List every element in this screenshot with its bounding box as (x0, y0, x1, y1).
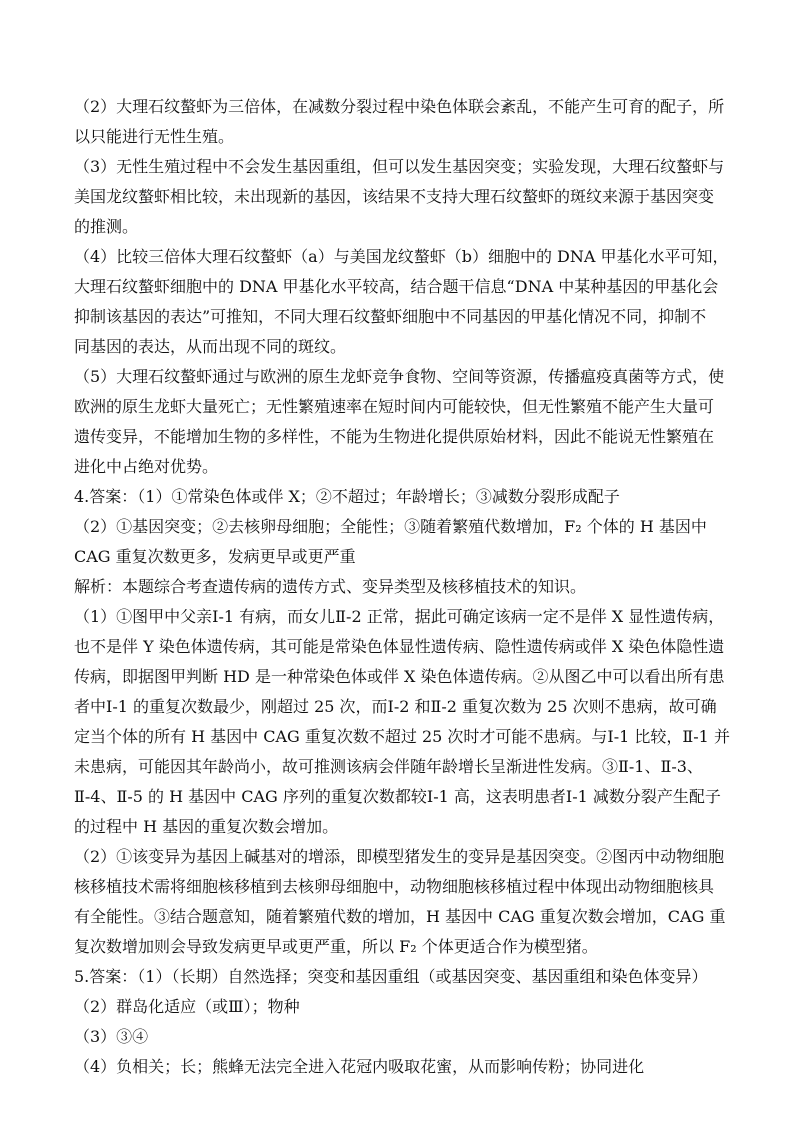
text-line: 进化中占绝对优势。 (74, 457, 219, 476)
text-line: 核移植技术需将细胞核移植到去核卵母细胞中，动物细胞核移植过程中体现出动物细胞核具 (74, 877, 715, 896)
answer-4-heading: 4.答案：（1）①常染色体或伴 X；②不超过；年龄增长；③减数分裂形成配子 (74, 487, 620, 506)
text-line: （2）①基因突变；②去核卵母细胞；全能性；③随着繁殖代数增加，F₂ 个体的 H 基因中 (74, 517, 707, 536)
text-line: （2）①该变异为基因上碱基对的增添，即模型猪发生的变异是基因突变。②图丙中动物细胞 (74, 847, 725, 866)
text-line: 者中Ⅰ-1 的重复次数最少，刚超过 25 次，而Ⅰ-2 和Ⅱ-2 重复次数为 25 次则不患病，故可确 (74, 697, 717, 716)
text-line: 遗传变异，不能增加生物的多样性，不能为生物进化提供原始材料，因此不能说无性繁殖在 (74, 427, 715, 446)
text-line: （1）①图甲中父亲Ⅰ-1 有病，而女儿Ⅱ-2 正常，据此可确定该病一定不是伴 X 显性遗传病， (74, 607, 725, 626)
analysis-heading: 解析：本题综合考查遗传病的遗传方式、变异类型及核移植技术的知识。 (74, 577, 587, 596)
text-line: 的推测。 (74, 217, 139, 236)
text-line: 以只能进行无性生殖。 (74, 127, 235, 146)
text-line: （4）负相关；长；熊蜂无法完全进入花冠内吸取花蜜，从而影响传粉；协同进化 (74, 1057, 645, 1076)
text-line: （2）群岛化适应（或Ⅲ）；物种 (74, 997, 300, 1016)
text-line: 同基因的表达，从而出现不同的斑纹。 (74, 337, 347, 356)
text-line: 也不是伴 Y 染色体遗传病，其可能是常染色体显性遗传病、隐性遗传病或伴 X 染色体隐性遗 (74, 637, 725, 656)
text-line: 复次数增加则会导致发病更早或更严重，所以 F₂ 个体更适合作为模型猪。 (74, 937, 598, 956)
text-line: Ⅱ-4、Ⅱ-5 的 H 基因中 CAG 序列的重复次数都较Ⅰ-1 高，这表明患者Ⅰ-1 减数分裂产生配子 (74, 787, 721, 806)
text-line: 欧洲的原生龙虾大量死亡；无性繁殖速率在短时间内可能较快，但无性繁殖不能产生大量可 (74, 397, 715, 416)
text-line: CAG 重复次数更多，发病更早或更严重 (74, 547, 356, 566)
text-line: （3）③④ (74, 1027, 149, 1046)
text-line: 未患病，可能因其年龄尚小，故可推测该病会伴随年龄增长呈渐进性发病。③Ⅱ-1、Ⅱ-3、 (74, 757, 703, 776)
answer-5-heading: 5.答案：（1）（长期）自然选择；突变和基因重组（或基因突变、基因重组和染色体变异） (74, 967, 708, 986)
text-line: 有全能性。③结合题意知，随着繁殖代数的增加，H 基因中 CAG 重复次数会增加，CAG 重 (74, 907, 726, 926)
document-page (74, 92, 734, 1082)
text-line: （5）大理石纹螯虾通过与欧洲的原生龙虾竞争食物、空间等资源，传播瘟疫真菌等方式，使 (74, 367, 725, 386)
text-line: 美国龙纹螯虾相比较，未出现新的基因，该结果不支持大理石纹螯虾的斑纹来源于基因突变 (74, 187, 715, 206)
text-line: 大理石纹螯虾细胞中的 DNA 甲基化水平较高，结合题干信息“DNA 中某种基因的甲基化会 (74, 277, 719, 296)
text-line: （3）无性生殖过程中不会发生基因重组，但可以发生基因突变；实验发现，大理石纹螯虾与 (74, 157, 725, 176)
text-line: 抑制该基因的表达”可推知，不同大理石纹螯虾细胞中不同基因的甲基化情况不同，抑制不 (74, 307, 707, 326)
text-line: 的过程中 H 基因的重复次数会增加。 (74, 817, 339, 836)
text-line: 定当个体的所有 H 基因中 CAG 重复次数不超过 25 次时才可能不患病。与Ⅰ-1 比较，Ⅱ-1 并 (74, 727, 730, 746)
text-line: 传病，即据图甲判断 HD 是一种常染色体或伴 X 染色体遗传病。②从图乙中可以看出所有患 (74, 667, 725, 686)
text-line: （2）大理石纹螯虾为三倍体，在减数分裂过程中染色体联会紊乱，不能产生可育的配子，所 (74, 97, 725, 116)
text-line: （4）比较三倍体大理石纹螯虾（a）与美国龙纹螯虾（b）细胞中的 DNA 甲基化水平可知， (74, 247, 729, 266)
